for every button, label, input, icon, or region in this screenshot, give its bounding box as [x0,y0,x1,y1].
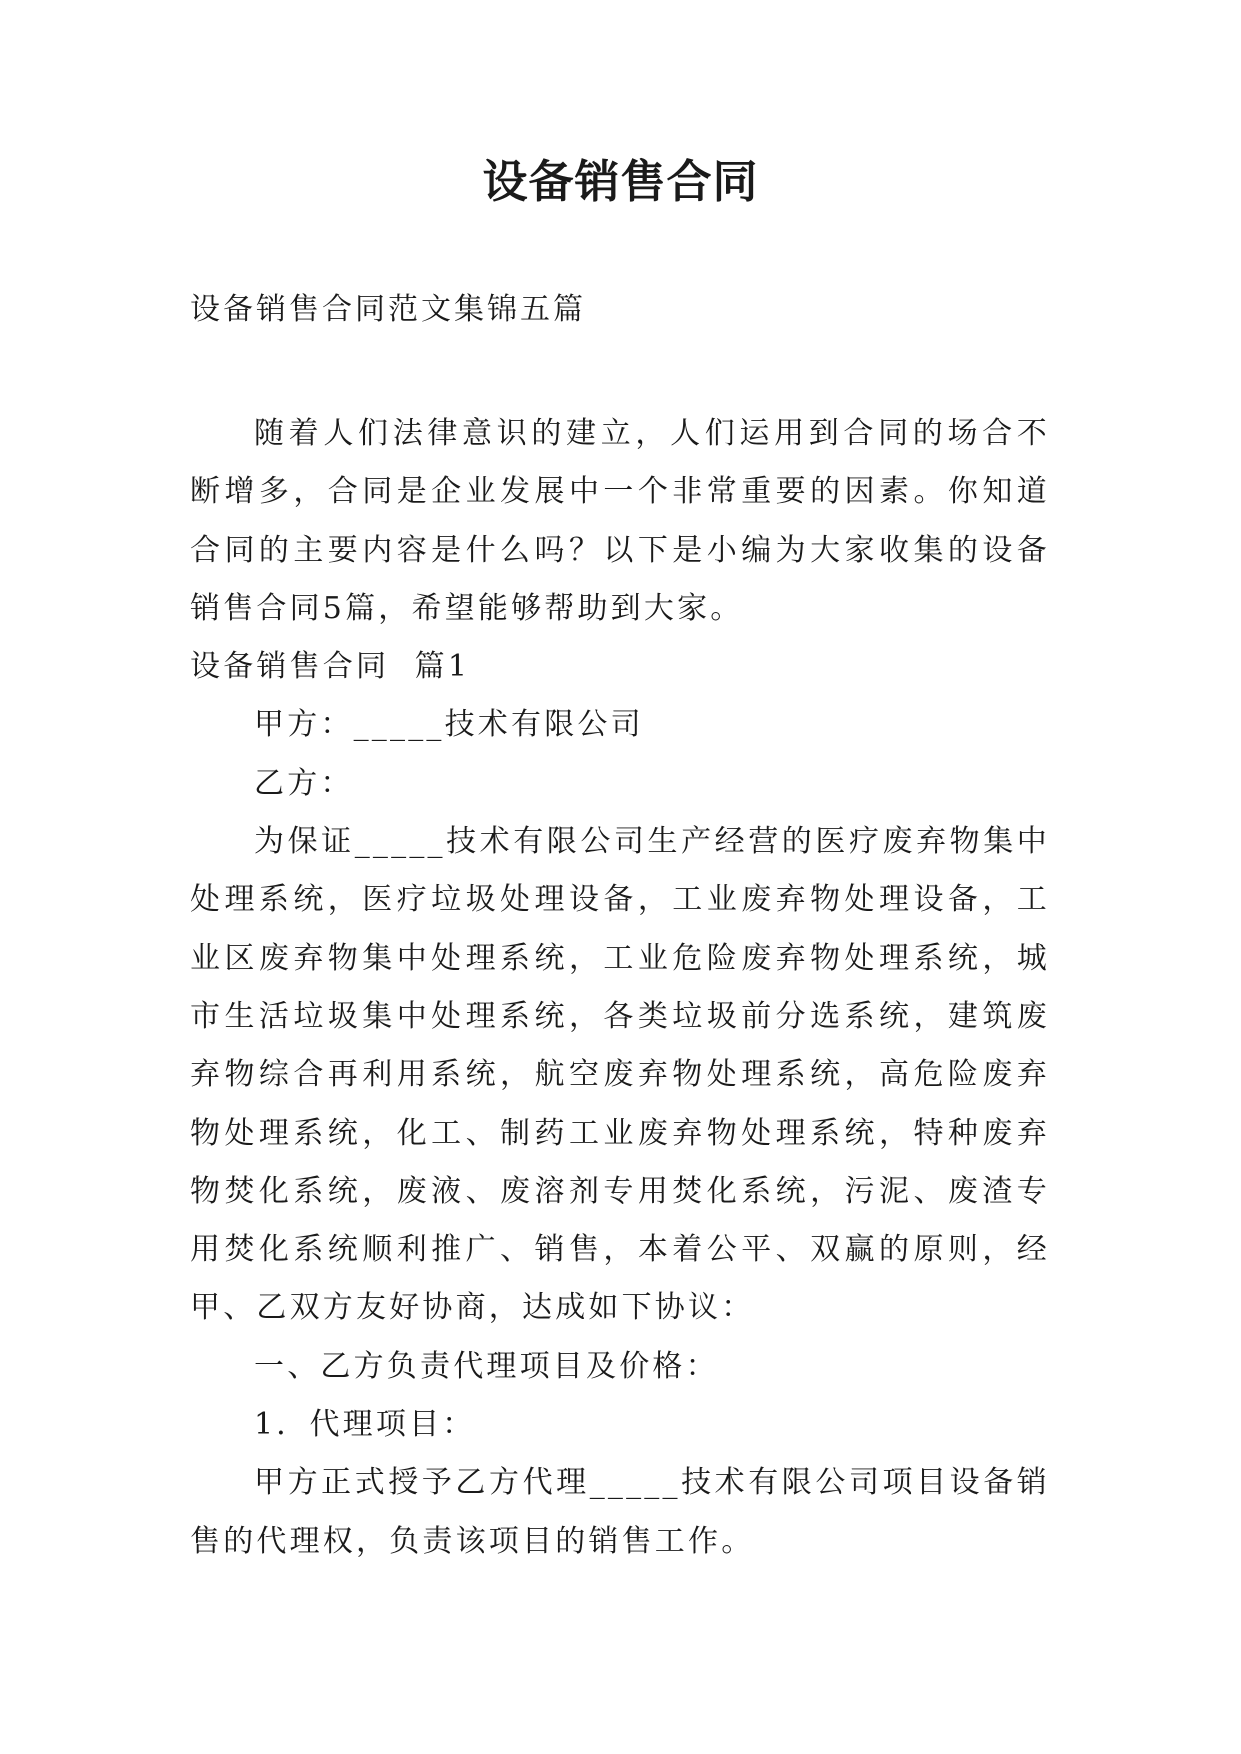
party-a-line: 甲方：_____技术有限公司 [254,707,644,743]
document-title: 设备销售合同 [482,155,759,208]
document-subtitle: 设备销售合同范文集锦五篇 [190,292,586,327]
party-b-line: 乙方： [254,765,354,801]
clause-item-heading: 1．代理项目： [254,1407,476,1443]
clause-heading: 一、乙方负责代理项目及价格： [254,1348,719,1384]
purpose-paragraph: 为保证_____技术有限公司生产经营的医疗废弃物集中处理系统，医疗垃圾处理设备，工业废弃物处理设备，工业区废弃物集中处理系统，工业危险废弃物处理系统，城市生活垃圾集中处理系统，各类垃圾前分选系统，建筑废弃物综合再利用系统，航空废弃物处理系统，高危险废弃物处理系统，化工、制药工业废弃物处理系统，特种废弃物焚化系统，废液、废溶剂专用焚化系统，污泥、废渣专用焚化系统顺利推广、销售，本着公平、双赢的原则，经甲、乙双方友好协商，达成如下协议： [190,824,1050,1326]
document-body [190,405,1050,1571]
intro-paragraph: 随着人们法律意识的建立，人们运用到合同的场合不断增多，合同是企业发展中一个非常重要的因素。你知道合同的主要内容是什么吗？以下是小编为大家收集的设备销售合同5篇，希望能够帮助到大家。 [190,416,1050,626]
section-heading: 设备销售合同 篇1 [190,649,471,685]
clause-item-paragraph: 甲方正式授予乙方代理_____技术有限公司项目设备销售的代理权，负责该项目的销售工作。 [190,1465,1050,1559]
